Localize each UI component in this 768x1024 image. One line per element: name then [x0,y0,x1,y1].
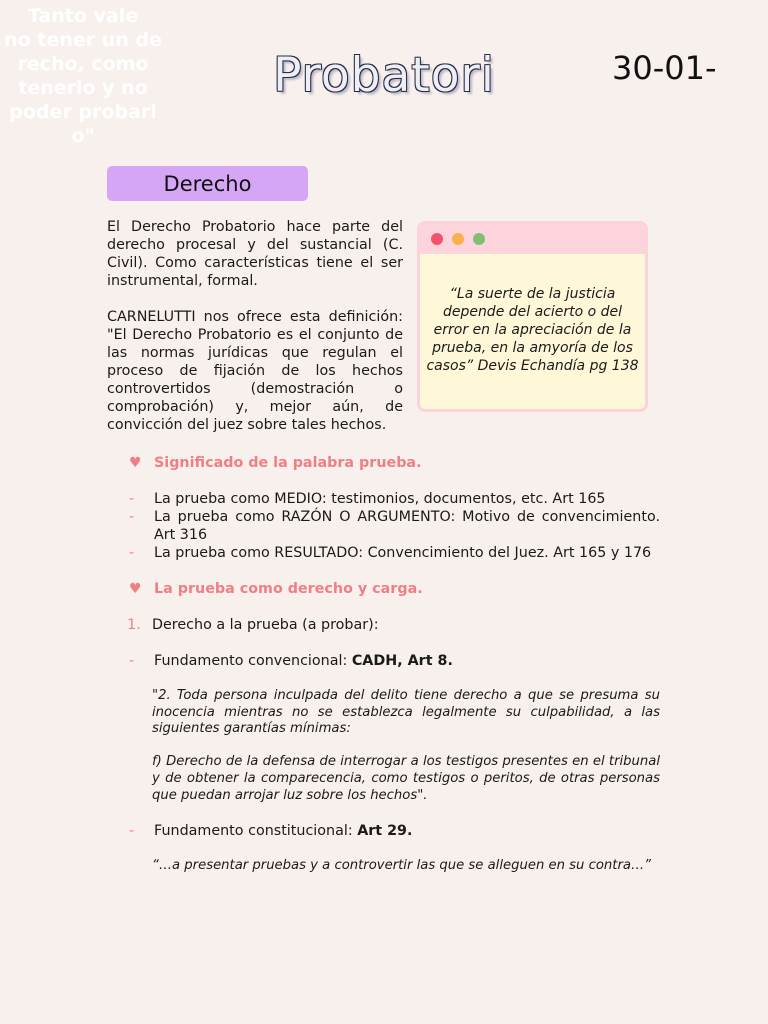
quote-paragraph: f) Derecho de la defensa de interrogar a los testigos presentes en el tribunal y de obtener la comparecencia, como testigos o peritos, de otras personas que puedan arrojar luz sobre los hechos". [152,754,660,803]
dash-bullet-icon: - [129,509,135,525]
numbered-item [127,616,660,634]
list-item-text [154,822,660,840]
green-dot-icon [473,233,485,245]
carnelutti-paragraph: CARNELUTTI nos ofrece esta definición: "El Derecho Probatorio es el conjunto de las normas jurídicas que regulan el proceso de fijación de los hechos controvertidos (demostración o comprobación) y, mejor aún, de convicción del juez sobre tales hechos. [107,309,403,433]
fundamento-reference: CADH, Art 8. [351,653,453,669]
cadh-quote-block [127,688,660,804]
list-item-text [154,652,660,670]
list-heading [127,580,660,598]
fundamento-label: Fundamento convencional: [154,653,352,669]
page-title: Probatori [273,48,495,103]
quote-card-titlebar [420,224,645,254]
heart-icon: ♥ [129,455,142,471]
section-heading-pill: Derecho [107,166,308,201]
yellow-dot-icon [452,233,464,245]
intro-paragraph: El Derecho Probatorio hace parte del derecho procesal y del sustancial (C. Civil). Como características tiene el ser instrumental, formal. [107,219,403,289]
quote-card [417,221,648,412]
numbered-item-text: Derecho a la prueba (a probar): [152,617,379,633]
heading-text: Significado de la palabra prueba. [154,455,422,471]
intro-text [107,218,403,452]
dash-bullet-icon: - [129,545,135,561]
dash-bullet-icon: - [129,823,135,840]
quote-text [152,688,660,804]
list-item [127,490,660,508]
list-item [127,822,660,840]
content-list [127,454,660,875]
list-item [127,508,660,544]
heart-icon: ♥ [129,581,142,597]
dash-bullet-icon: - [129,491,135,507]
corner-quote: Tanto vale no tener un de recho, como tenerlo y no poder probarl o" [4,5,162,147]
fundamento-label: Fundamento constitucional: [154,823,358,840]
quote-paragraph: "2. Toda persona inculpada del delito tiene derecho a que se presuma su inocencia mientras no se establezca legalmente su culpabilidad, a las siguientes garantías mínimas: [152,688,660,737]
list-item-text: La prueba como RAZÓN O ARGUMENTO: Motivo de convencimiento. Art 316 [154,509,660,543]
heading-text: La prueba como derecho y carga. [154,581,423,597]
page-date: 30-01- [612,49,717,87]
fundamento-reference: Art 29. [357,823,413,840]
red-dot-icon [431,233,443,245]
list-item-text: La prueba como RESULTADO: Convencimiento del Juez. Art 165 y 176 [154,545,652,561]
constitution-quote-block [127,858,660,875]
list-item [127,652,660,670]
quote-text: “…a presentar pruebas y a controvertir las que se alleguen en su contra…” [152,858,651,874]
quote-card-text: “La suerte de la justicia depende del acierto o del error en la apreciación de la prueba, en la amyoría de los casos” Devis Echandía pg 138 [426,286,639,374]
number-marker: 1. [127,617,141,633]
list-heading [127,454,660,472]
list-item-text: La prueba como MEDIO: testimonios, documentos, etc. Art 165 [154,491,606,507]
dash-bullet-icon: - [129,653,135,669]
list-item [127,544,660,562]
